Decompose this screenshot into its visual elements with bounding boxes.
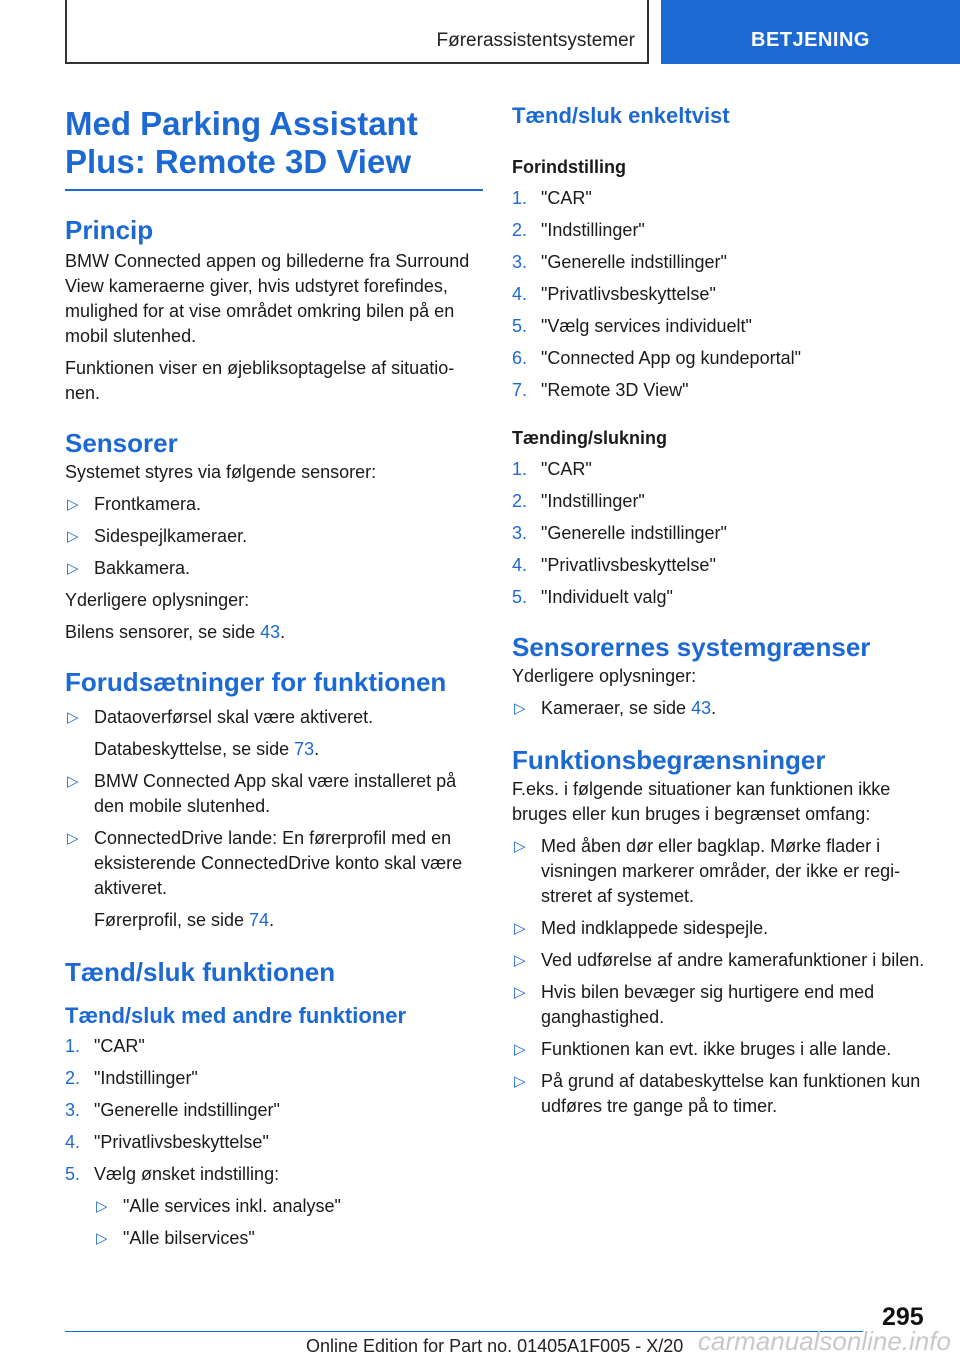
triangle-bullet-icon: ▷: [514, 1041, 526, 1058]
page-link[interactable]: 43: [260, 622, 281, 642]
list-item: ▷ Med åben dør eller bagklap. Mørke flader i visningen markerer områder, der ikke er registreret af systemet.: [514, 836, 901, 906]
heading-forindstilling: Forindstilling: [512, 157, 626, 177]
page-number: 295: [882, 1303, 924, 1331]
triangle-bullet-icon: ▷: [67, 773, 79, 790]
graenser-list: [512, 696, 930, 721]
list-item: ▷ "Alle bilservices": [94, 1226, 483, 1251]
list-item: ▷ Funktionen kan evt. ikke bruges i alle lande.: [512, 1037, 930, 1062]
taend-options-list: [94, 1194, 483, 1251]
taend-steps-list: [65, 1034, 483, 1187]
sensorer-list: [65, 492, 483, 581]
list-item: 4. "Privatlivsbeskyttelse": [65, 1132, 269, 1152]
heading-forudsaetninger: Forudsætninger for funktionen: [65, 667, 447, 697]
heading-taend-sluk-andre: Tænd/sluk med andre funktioner: [65, 1003, 407, 1028]
header-section-title: Førerassistentsystemer: [436, 30, 635, 51]
heading-systemgraenser: Sensorernes systemgrænser: [512, 632, 871, 662]
list-item: ▷ Med indklappede sidespejle.: [512, 916, 930, 941]
list-item: 1. "CAR": [512, 188, 592, 208]
heading-enkeltvist: Tænd/sluk enkeltvist: [512, 103, 730, 128]
forind-steps-list: [512, 186, 930, 403]
graenser-intro: Yderligere oplysninger:: [512, 666, 697, 686]
heading-taending: Tænding/slukning: [512, 428, 667, 448]
triangle-bullet-icon: ▷: [514, 700, 526, 717]
triangle-bullet-icon: ▷: [514, 952, 526, 969]
page-link[interactable]: 73: [294, 739, 315, 759]
left-column: [65, 105, 483, 1251]
list-item: 2. "Indstillinger": [65, 1068, 198, 1088]
triangle-bullet-icon: ▷: [67, 709, 79, 726]
list-item: 1. "CAR": [65, 1036, 145, 1056]
list-item: ▷ "Alle services inkl. analyse": [94, 1194, 483, 1219]
triangle-bullet-icon: ▷: [96, 1230, 108, 1247]
sensorer-reference: Bilens sensorer, se side 43.: [65, 622, 286, 642]
taending-steps-list: [512, 457, 930, 610]
forudsaetninger-list: [65, 705, 483, 933]
right-column: [512, 102, 930, 1119]
heading-taend-sluk: Tænd/sluk funktionen: [65, 957, 336, 987]
sensorer-more-info: Yderligere oplysninger:: [65, 590, 250, 610]
list-item: ▷ På grund af databeskyttelse kan funktionen kun udføres tre gange på to timer.: [514, 1071, 921, 1116]
list-item: 4. "Privatlivsbeskyttelse": [512, 555, 716, 575]
footer-edition: Online Edition for Part no. 01405A1F005 - X/20: [306, 1336, 684, 1356]
list-item: ▷ Hvis bilen bevæger sig hurtigere end med ganghastighed.: [514, 982, 875, 1027]
begr-list: [512, 834, 930, 1119]
header-chapter-tab[interactable]: BETJENING: [661, 0, 960, 64]
list-item: 2. "Indstillinger": [512, 220, 645, 240]
page-link[interactable]: 74: [249, 910, 270, 930]
list-item: ▷ ConnectedDrive lande: En førerprofil med en eksisterende ConnectedDrive konto skal være aktiveret.: [67, 828, 463, 898]
watermark: carmanualsonline.info: [698, 1326, 951, 1356]
page-link[interactable]: 43: [691, 698, 712, 718]
triangle-bullet-icon: ▷: [514, 920, 526, 937]
begr-intro: F.eks. i følgende situationer kan funktionen ikke bruges eller kun bruges i begrænset omfang:: [512, 779, 891, 824]
list-item: ▷ Bakkamera.: [65, 556, 483, 581]
princip-paragraph-2: Funktionen viser en øjebliksoptagelse af situationen.: [65, 358, 455, 403]
list-item: 1. "CAR": [512, 459, 592, 479]
triangle-bullet-icon: ▷: [67, 496, 79, 513]
triangle-bullet-icon: ▷: [67, 560, 79, 577]
list-item: 6. "Connected App og kundeportal": [512, 348, 801, 368]
list-item: ▷ Sidespejlkameraer.: [65, 524, 483, 549]
triangle-bullet-icon: ▷: [67, 528, 79, 545]
list-item: ▷ Dataoverførsel skal være aktiveret.: [65, 705, 483, 730]
sensorer-intro: Systemet styres via følgende sensorer:: [65, 462, 377, 482]
triangle-bullet-icon: ▷: [514, 984, 526, 1001]
triangle-bullet-icon: ▷: [67, 830, 79, 847]
forud-item1-reference: Databeskyttelse, se side 73.: [94, 739, 320, 759]
page-title: Med Parking Assistant Plus: Remote 3D View: [65, 105, 483, 191]
list-item: ▷ BMW Connected App skal være installeret på den mobile slutenhed.: [67, 771, 457, 816]
princip-paragraph-1: BMW Connected appen og billederne fra Surround View kameraerne giver, hvis udstyret forefindes, mulighed for at vise området omkring bilen på en mobil slutenhed.: [65, 251, 470, 346]
forud-item3-reference: Førerprofil, se side 74.: [94, 910, 275, 930]
list-item: 3. "Generelle indstillinger": [65, 1100, 280, 1120]
list-item: ▷ Kameraer, se side 43.: [512, 696, 930, 721]
list-item: ▷ Ved udførelse af andre kamerafunktioner i bilen.: [512, 948, 930, 973]
list-item: 5. "Vælg services individuelt": [512, 316, 752, 336]
list-item: 3. "Generelle indstillinger": [512, 252, 727, 272]
heading-princip: Princip: [65, 215, 154, 245]
list-item: 3. "Generelle indstillinger": [512, 523, 727, 543]
list-item: 2. "Indstillinger": [512, 491, 645, 511]
list-item: ▷ Frontkamera.: [65, 492, 483, 517]
list-item: 5. "Individuelt valg": [512, 587, 673, 607]
triangle-bullet-icon: ▷: [96, 1198, 108, 1215]
list-item: 4. "Privatlivsbeskyttelse": [512, 284, 716, 304]
heading-sensorer: Sensorer: [65, 428, 178, 458]
triangle-bullet-icon: ▷: [514, 1073, 526, 1090]
heading-funktionsbegraensninger: Funktionsbegrænsninger: [512, 745, 826, 775]
list-item: 5. Vælg ønsket indstilling:: [65, 1164, 280, 1184]
list-item: 7. "Remote 3D View": [512, 380, 689, 400]
triangle-bullet-icon: ▷: [514, 838, 526, 855]
